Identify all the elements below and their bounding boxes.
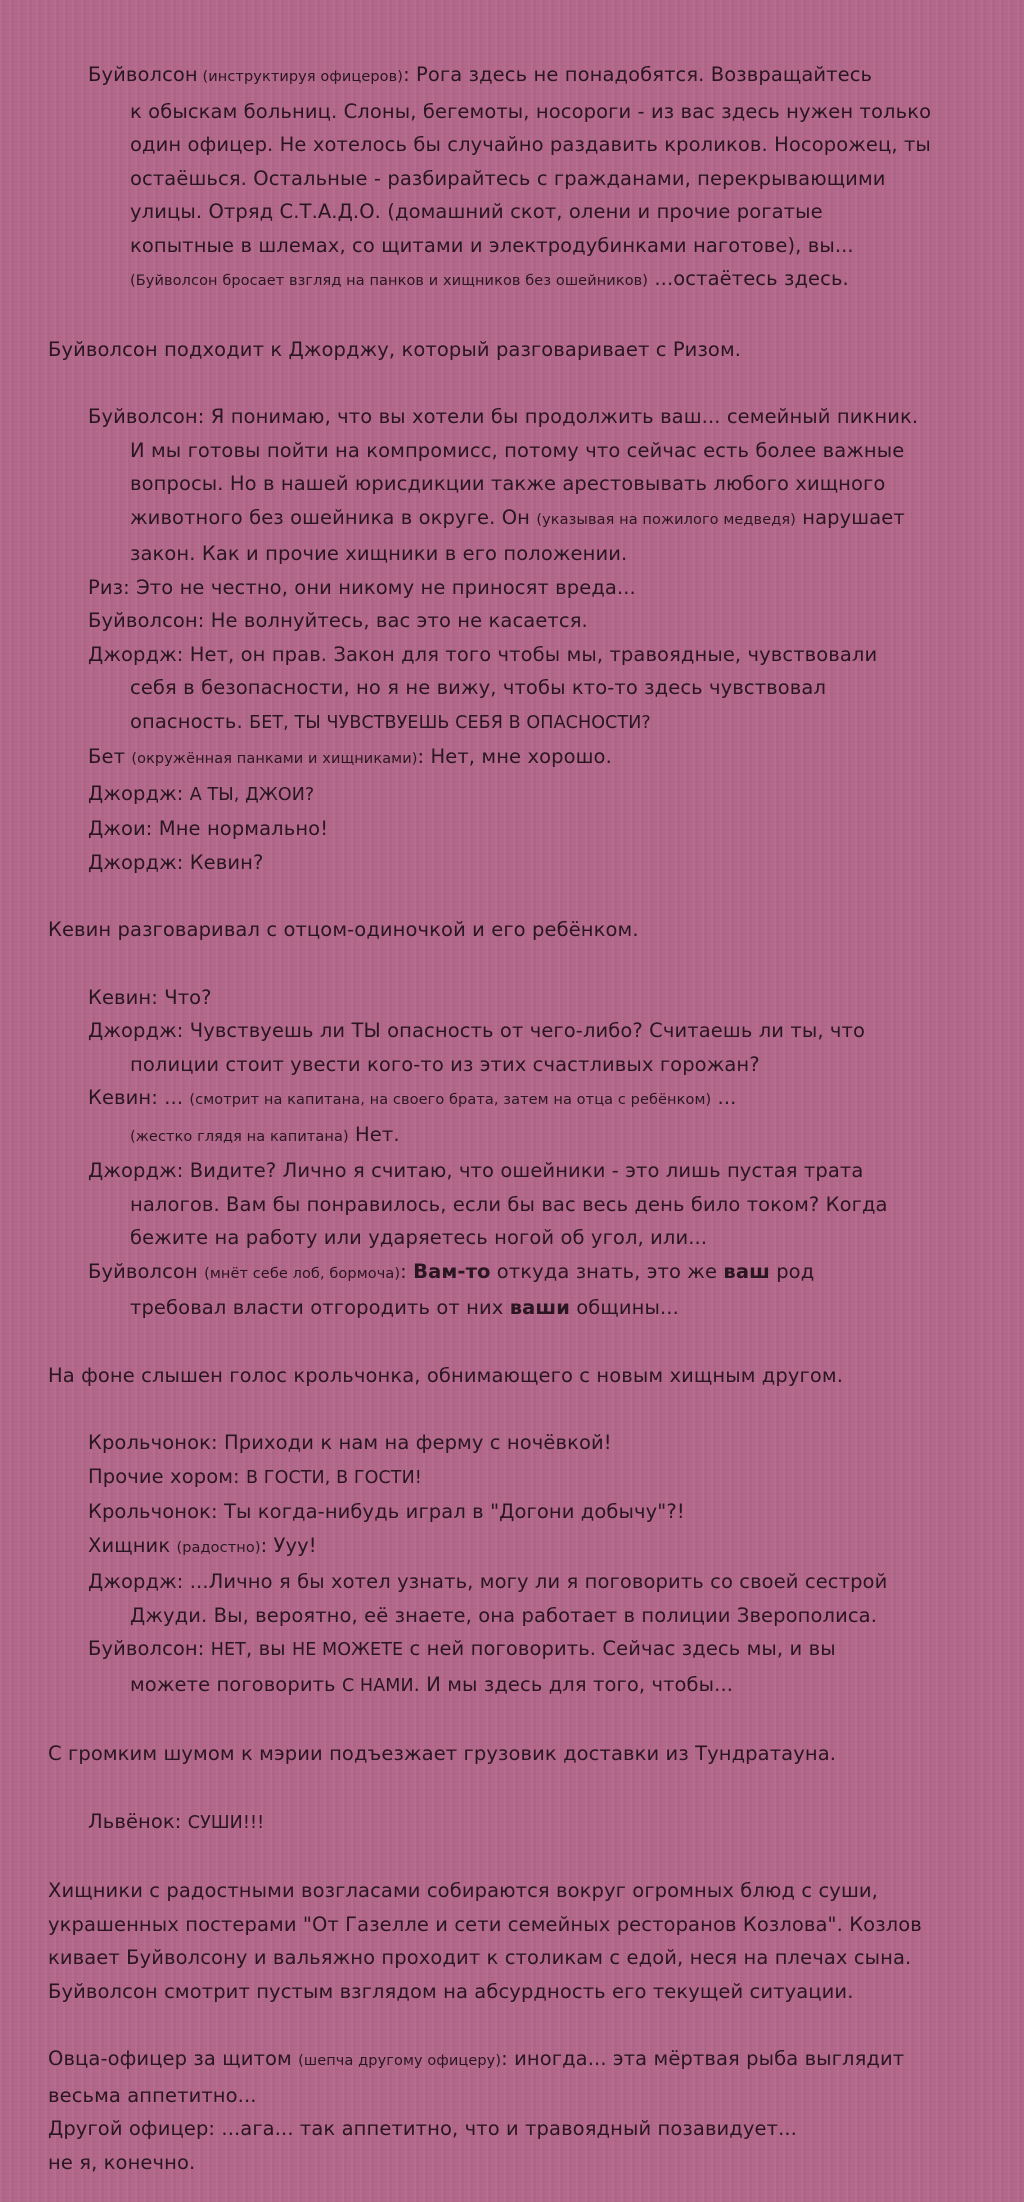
- dialogue-line: остаёшься. Остальные - разбирайтесь с гражданами, перекрывающими: [130, 166, 886, 190]
- dialogue-line: [48, 1081, 974, 1118]
- dialogue-text: нарушает: [795, 505, 905, 529]
- shouted-text: С НАМИ: [341, 1675, 414, 1696]
- dialogue-line: Джордж: Нет, он прав. Закон для того чтобы мы, травоядные, чувствовали: [88, 642, 878, 666]
- dialogue-text: требовал власти отгородить от них: [130, 1296, 510, 1319]
- dialogue-text: опасность.: [130, 709, 250, 733]
- dialogue-line: закон. Как и прочие хищники в его положении.: [130, 542, 628, 565]
- narration-paragraph: [48, 913, 974, 947]
- dialogue-line: [48, 1632, 974, 1668]
- dialogue-line: [48, 1529, 974, 1566]
- emphasized-text: Вам-то: [413, 1259, 491, 1283]
- dialogue-line: Буйволсон: Не волнуйтесь, вас это не касается.: [88, 609, 588, 632]
- narration-line: Буйволсон подходит к Джорджу, который разговаривает с Ризом.: [48, 337, 742, 361]
- dialogue-block-picnic: [48, 400, 974, 879]
- dialogue-line: Джордж: Кевин?: [88, 850, 264, 874]
- dialogue-line: к обыскам больниц. Слоны, бегемоты, носороги - из вас здесь нужен только: [130, 99, 932, 123]
- narration-line: Хищники с радостными возгласами собираются вокруг огромных блюд с суши,: [48, 1879, 878, 1902]
- dialogue-line: налогов. Вам бы понравилось, если бы вас весь день било током? Когда: [130, 1192, 888, 1216]
- dialogue-line: [48, 1805, 974, 1841]
- dialogue-text: ...: [711, 1086, 737, 1109]
- narration-paragraph: [48, 1874, 974, 2008]
- dialogue-text: Кевин: ...: [88, 1086, 190, 1109]
- dialogue-text: можете поговорить: [130, 1672, 342, 1696]
- narration-paragraph: [48, 1359, 974, 1393]
- speaker-name: Прочие хором:: [88, 1464, 247, 1488]
- dialogue-text: общины...: [569, 1296, 679, 1319]
- dialogue-line: [48, 1118, 974, 1155]
- dialogue-text: Нет.: [348, 1122, 400, 1146]
- dialogue-text: :: [400, 1259, 414, 1283]
- dialogue-line: [48, 58, 974, 95]
- dialogue-text: . И мы здесь для того, чтобы...: [413, 1672, 734, 1696]
- stage-direction: (Буйволсон бросает взгляд на панков и хищников без ошейников): [130, 273, 649, 289]
- dialogue-line: [48, 501, 974, 538]
- dialogue-line: весьма аппетитно...: [48, 2083, 257, 2107]
- stage-direction: (радостно): [176, 1539, 261, 1556]
- dialogue-line: копытные в шлемах, со щитами и электродубинками наготове), вы...: [130, 233, 854, 257]
- dialogue-text: : Рога здесь не понадобятся. Возвращайтесь: [403, 63, 873, 86]
- speaker-name: Бет: [88, 745, 132, 768]
- dialogue-line: себя в безопасности, но я не вижу, чтобы кто-то здесь чувствовал: [130, 676, 827, 699]
- dialogue-text: животного без ошейника в округе. Он: [130, 505, 537, 529]
- speaker-name: Овца-офицер за щитом: [48, 2047, 299, 2070]
- dialogue-line: [48, 2042, 974, 2079]
- dialogue-text: , вы: [245, 1637, 292, 1660]
- narration-line: С громким шумом к мэрии подъезжает грузовик доставки из Тундратауна.: [48, 1742, 837, 1765]
- speaker-name: Львёнок:: [88, 1809, 188, 1833]
- stage-direction: (инструктируя офицеров): [197, 69, 404, 85]
- dialogue-text: : Нет, мне хорошо.: [417, 745, 612, 768]
- dialogue-line: Крольчонок: Ты когда-нибудь играл в "Догони добычу"?!: [88, 1500, 685, 1523]
- dialogue-line: [48, 1255, 974, 1292]
- dialogue-line: Джордж: ...Лично я бы хотел узнать, могу ли я поговорить со своей сестрой: [88, 1570, 888, 1593]
- stage-direction: (мнёт себе лоб, бормоча): [204, 1265, 401, 1282]
- shouted-text: СУШИ!!!: [187, 1812, 265, 1833]
- dialogue-line: Крольчонок: Приходи к нам на ферму с ночёвкой!: [88, 1431, 612, 1454]
- stage-direction: (смотрит на капитана, на своего брата, затем на отца с ребёнком): [189, 1092, 712, 1108]
- dialogue-text: с ней поговорить. Сейчас здесь мы, и вы: [403, 1637, 836, 1660]
- narration-line: Буйволсон смотрит пустым взглядом на абсурдность его текущей ситуации.: [48, 1979, 854, 2003]
- shouted-text: НЕ МОЖЕТЕ: [291, 1640, 404, 1660]
- dialogue-text: : иногда... эта мёртвая рыба выглядит: [501, 2047, 905, 2070]
- stage-direction: (указывая на пожилого медведя): [536, 511, 796, 528]
- speaker-name: Буйволсон: [88, 1259, 205, 1283]
- dialogue-block-sushi: [48, 1805, 974, 1841]
- speaker-name: Хищник: [88, 1533, 177, 1557]
- dialogue-line: [48, 1668, 974, 1704]
- dialogue-line: Другой офицер: ...ага... так аппетитно, что и травоядный позавидует...: [48, 2117, 797, 2140]
- stage-direction: (окружённая панками и хищниками): [131, 751, 418, 767]
- shouted-text: В ГОСТИ, В ГОСТИ!: [246, 1467, 422, 1488]
- dialogue-line: И мы готовы пойти на компромисс, потому что сейчас есть более важные: [130, 438, 905, 462]
- dialogue-line: бежите на работу или ударяетесь ногой об угол, или...: [130, 1226, 708, 1249]
- stage-direction: (жестко глядя на капитана): [130, 1128, 349, 1145]
- stage-direction: (шепча другому офицеру): [298, 2053, 502, 2069]
- dialogue-line: [48, 1291, 974, 1325]
- speaker-name: Джордж:: [88, 781, 190, 805]
- narration-paragraph: [48, 1737, 974, 1771]
- dialogue-line: полиции стоит увести кого-то из этих счастливых горожан?: [130, 1052, 760, 1076]
- shouted-text: А ТЫ, ДЖОИ?: [189, 784, 315, 805]
- dialogue-line: Джордж: Чувствуешь ли ТЫ опасность от чего-либо? Считаешь ли ты, что: [88, 1019, 866, 1042]
- dialogue-block-briefing: [48, 58, 974, 299]
- dialogue-line: Джои: Мне нормально!: [88, 817, 329, 840]
- dialogue-line: Джордж: Видите? Лично я считаю, что ошейники - это лишь пустая трата: [88, 1159, 864, 1182]
- dialogue-text: откуда знать, это же: [490, 1259, 724, 1283]
- dialogue-line: не я, конечно.: [48, 2150, 196, 2174]
- narration-line: На фоне слышен голос крольчонка, обнимающего с новым хищным другом.: [48, 1363, 843, 1387]
- shouted-text: НЕТ: [210, 1640, 246, 1660]
- speaker-name: Буйволсон:: [88, 1637, 211, 1660]
- dialogue-line: улицы. Отряд С.Т.А.Д.О. (домашний скот, олени и прочие рогатые: [130, 200, 823, 223]
- narration-line: кивает Буйволсону и вальяжно проходит к столикам с едой, неся на плечах сына.: [48, 1946, 912, 1969]
- shouted-text: БЕТ, ТЫ ЧУВСТВУЕШЬ СЕБЯ В ОПАСНОСТИ?: [249, 712, 651, 733]
- narration-line: Кевин разговаривал с отцом-одиночкой и его ребёнком.: [48, 918, 639, 941]
- dialogue-block-bunny: [48, 1426, 974, 1703]
- dialogue-line: [48, 740, 974, 777]
- dialogue-text: : Ууу!: [260, 1533, 317, 1557]
- dialogue-block-kevin: [48, 981, 974, 1325]
- dialogue-line: вопросы. Но в нашей юрисдикции также арестовывать любого хищного: [130, 472, 886, 495]
- emphasized-text: ваш: [723, 1259, 770, 1283]
- dialogue-line: один офицер. Не хотелось бы случайно раздавить кроликов. Носорожец, ты: [130, 133, 931, 156]
- narration-paragraph: [48, 333, 974, 367]
- dialogue-line: Буйволсон: Я понимаю, что вы хотели бы продолжить ваш... семейный пикник.: [88, 405, 919, 428]
- dialogue-line: Джуди. Вы, вероятно, её знаете, она работает в полиции Зверополиса.: [130, 1603, 878, 1627]
- narration-line: украшенных постерами "От Газелле и сети семейных ресторанов Козлова". Козлов: [48, 1912, 922, 1936]
- dialogue-block-officers: [48, 2042, 974, 2179]
- dialogue-line: [48, 705, 974, 741]
- dialogue-line: [48, 1460, 974, 1496]
- speaker-name: Буйволсон: [88, 63, 198, 86]
- dialogue-text: ...остаётесь здесь.: [648, 267, 849, 290]
- dialogue-line: Риз: Это не честно, они никому не приносят вреда...: [88, 575, 636, 599]
- dialogue-line: [48, 777, 974, 813]
- dialogue-line: Кевин: Что?: [88, 985, 212, 1009]
- dialogue-line: [48, 262, 974, 299]
- dialogue-text: род: [769, 1259, 815, 1283]
- emphasized-text: ваши: [509, 1296, 570, 1319]
